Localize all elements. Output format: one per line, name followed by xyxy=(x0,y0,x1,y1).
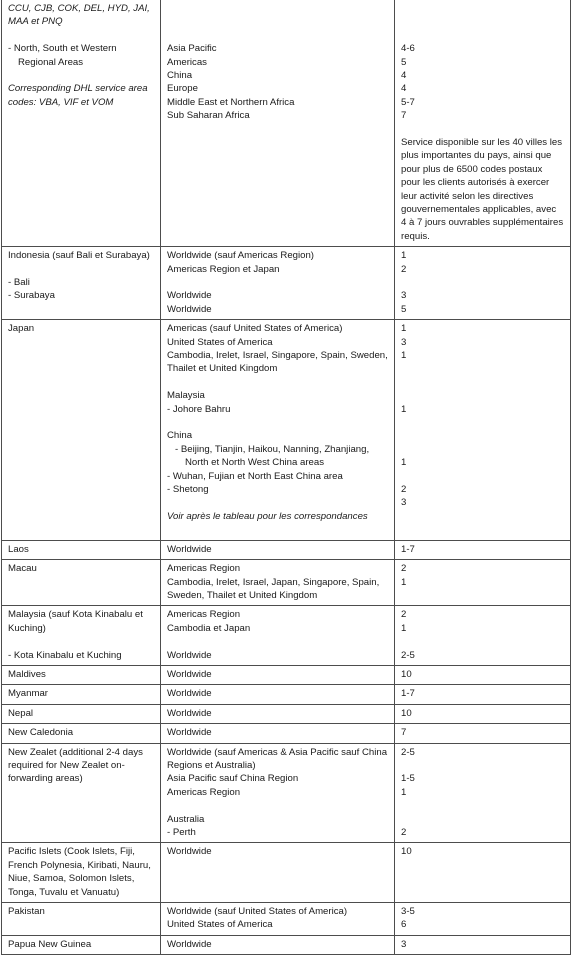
country-cell xyxy=(2,665,161,684)
country-cell xyxy=(2,320,161,540)
days-text: 1-7 xyxy=(401,543,415,555)
country-text: - Kota Kinabalu et Kuching xyxy=(8,649,122,661)
days-text: 4 xyxy=(401,83,407,95)
days-cell xyxy=(395,606,571,666)
dest-text: - Perth xyxy=(167,826,196,838)
country-text: CCU, CJB, COK, DEL, HYD, JAI, MAA et PNQ xyxy=(8,3,150,28)
spacer xyxy=(167,15,388,28)
spacer xyxy=(401,123,564,136)
country-text: Laos xyxy=(8,543,29,555)
country-cell xyxy=(2,560,161,606)
days-text: 10 xyxy=(401,707,412,719)
days-text: 4-6 xyxy=(401,43,415,55)
country-cell xyxy=(2,606,161,666)
dest-cell xyxy=(161,665,395,684)
country-text: - Bali xyxy=(8,277,30,289)
table-row xyxy=(2,935,571,954)
country-cell xyxy=(2,540,161,559)
days-text: 2 xyxy=(401,563,407,575)
table-row xyxy=(2,903,571,936)
table-row xyxy=(2,665,571,684)
days-text: 2 xyxy=(401,263,407,275)
spacer xyxy=(401,15,564,28)
days-text: 3-5 xyxy=(401,906,415,918)
spacer xyxy=(401,635,564,648)
days-cell xyxy=(395,320,571,540)
dest-text: Worldwide (sauf Americas & Asia Pacific sauf China Regions et Australia) xyxy=(167,746,388,771)
dest-text: Americas Region xyxy=(167,609,241,621)
spacer xyxy=(401,2,564,15)
days-cell xyxy=(395,903,571,936)
dest-text: Cambodia, Irelet, Israel, Japan, Singapore, Spain, Sweden, Thailet et United Kingdom xyxy=(167,576,380,601)
dest-cell xyxy=(161,560,395,606)
spacer xyxy=(167,276,388,289)
country-text: Papua New Guinea xyxy=(8,938,92,950)
dest-text: China xyxy=(167,430,193,442)
days-text: 5-7 xyxy=(401,96,415,108)
dest-text: Cambodia et Japan xyxy=(167,622,251,634)
dest-cell xyxy=(161,0,395,247)
days-cell xyxy=(395,743,571,843)
dest-text: Worldwide (sauf Americas Region) xyxy=(167,250,314,262)
country-text: Japan xyxy=(8,323,35,335)
days-text: 1-7 xyxy=(401,688,415,700)
dest-text: Australia xyxy=(167,813,205,825)
spacer xyxy=(401,376,564,389)
country-text: Malaysia (sauf Kota Kinabalu et Kuching) xyxy=(8,609,143,634)
dest-cell xyxy=(161,320,395,540)
spacer xyxy=(401,470,564,483)
spacer xyxy=(401,389,564,402)
days-text: 6 xyxy=(401,919,407,931)
days-text: 1 xyxy=(401,786,407,798)
country-cell xyxy=(2,0,161,247)
days-text: Service disponible sur les 40 villes les plus importantes du pays, ainsi que pour plus de 6500 codes postaux pour les clients autorisés à exercer leur activité selon les directives gouvernementales applicables, avec 4 à 7 jours ouvrables supplémentaires requis. xyxy=(401,137,564,242)
dest-text: China xyxy=(167,69,193,81)
dest-text: Worldwide xyxy=(167,938,212,950)
dest-text: - Johore Bahru xyxy=(167,403,231,415)
dest-text: Worldwide xyxy=(167,303,212,315)
country-cell xyxy=(2,247,161,320)
spacer xyxy=(167,635,388,648)
spacer xyxy=(401,799,564,812)
days-text: 1 xyxy=(401,622,407,634)
dest-cell xyxy=(161,743,395,843)
table-row xyxy=(2,724,571,743)
dest-text: Europe xyxy=(167,83,198,95)
table-row xyxy=(2,704,571,723)
days-cell xyxy=(395,560,571,606)
dest-text: - Wuhan, Fujian et North East China area xyxy=(167,470,343,482)
dest-text: Worldwide xyxy=(167,543,212,555)
days-text: 2 xyxy=(401,826,407,838)
dest-text: Worldwide xyxy=(167,688,212,700)
spacer xyxy=(167,2,388,15)
country-text: Pakistan xyxy=(8,906,45,918)
dest-cell xyxy=(161,685,395,704)
country-text: Nepal xyxy=(8,707,34,719)
dest-text: Americas Region xyxy=(167,786,241,798)
table-row xyxy=(2,685,571,704)
dest-cell xyxy=(161,903,395,936)
dest-text: Worldwide xyxy=(167,846,212,858)
days-text: 1 xyxy=(401,350,407,362)
dest-text: Sub Saharan Africa xyxy=(167,110,250,122)
days-cell xyxy=(395,724,571,743)
dest-text: United States of America xyxy=(167,919,273,931)
dest-text: Asia Pacific xyxy=(167,43,217,55)
days-cell xyxy=(395,685,571,704)
days-text: 4 xyxy=(401,69,407,81)
spacer xyxy=(8,263,154,276)
country-cell xyxy=(2,724,161,743)
country-text: New Caledonia xyxy=(8,727,74,739)
spacer xyxy=(8,29,154,42)
country-text: - Surabaya xyxy=(8,290,55,302)
dest-text: Americas xyxy=(167,56,207,68)
dest-cell xyxy=(161,704,395,723)
country-cell xyxy=(2,843,161,903)
days-text: 2 xyxy=(401,609,407,621)
table-row xyxy=(2,843,571,903)
dest-cell xyxy=(161,724,395,743)
dest-cell xyxy=(161,606,395,666)
spacer xyxy=(401,813,564,826)
table-row xyxy=(2,247,571,320)
country-text: Indonesia (sauf Bali et Surabaya) xyxy=(8,250,150,262)
days-cell xyxy=(395,704,571,723)
days-text: 3 xyxy=(401,497,407,509)
spacer xyxy=(167,523,388,536)
dest-cell xyxy=(161,540,395,559)
dest-text: Americas Region xyxy=(167,563,241,575)
days-text: 10 xyxy=(401,846,412,858)
days-cell xyxy=(395,540,571,559)
table-row xyxy=(2,606,571,666)
days-text: 2-5 xyxy=(401,649,415,661)
days-text: 1 xyxy=(401,403,407,415)
spacer xyxy=(401,759,564,772)
days-text: 1 xyxy=(401,323,407,335)
table-row xyxy=(2,743,571,843)
table-row xyxy=(2,540,571,559)
country-text: Myanmar xyxy=(8,688,48,700)
spacer xyxy=(167,416,388,429)
spacer xyxy=(401,416,564,429)
spacer xyxy=(401,29,564,42)
country-cell xyxy=(2,704,161,723)
days-text: 5 xyxy=(401,303,407,315)
dest-cell xyxy=(161,843,395,903)
country-cell xyxy=(2,935,161,954)
table-row xyxy=(2,320,571,540)
spacer xyxy=(401,429,564,442)
table-row xyxy=(2,0,571,247)
dest-text: Worldwide xyxy=(167,727,212,739)
country-text: - North, South et Western Regional Areas xyxy=(8,43,117,68)
days-text: 2 xyxy=(401,484,407,496)
days-cell xyxy=(395,665,571,684)
dest-cell xyxy=(161,247,395,320)
country-text: Maldives xyxy=(8,668,46,680)
country-cell xyxy=(2,685,161,704)
dest-text: Worldwide xyxy=(167,668,212,680)
dest-text: Worldwide xyxy=(167,649,212,661)
dest-text: - Shetong xyxy=(167,484,209,496)
dest-text: Malaysia xyxy=(167,390,205,402)
days-text: 2-5 xyxy=(401,746,415,758)
table-row xyxy=(2,560,571,606)
dest-text: Asia Pacific sauf China Region xyxy=(167,773,299,785)
dest-text: - Beijing, Tianjin, Haikou, Nanning, Zhanjiang, North et North West China areas xyxy=(175,443,370,469)
dest-text: Middle East et Northern Africa xyxy=(167,96,295,108)
spacer xyxy=(8,635,154,648)
dest-text: Americas Region et Japan xyxy=(167,263,280,275)
dest-text: Worldwide xyxy=(167,707,212,719)
days-text: 1 xyxy=(401,457,407,469)
spacer xyxy=(167,799,388,812)
spacer xyxy=(167,376,388,389)
country-text: Corresponding DHL service area codes: VBA, VIF et VOM xyxy=(8,83,148,108)
country-text: Pacific Islets (Cook Islets, Fiji, French Polynesia, Kiribati, Nauru, Niue, Samoa, Solomon Islets, Tonga, Tuvalu et Vanuatu) xyxy=(8,846,151,898)
spacer xyxy=(401,276,564,289)
spacer xyxy=(167,497,388,510)
dest-text: United States of America xyxy=(167,336,273,348)
days-cell xyxy=(395,247,571,320)
dest-text: Cambodia, Irelet, Israel, Singapore, Spain, Sweden, Thailet et United Kingdom xyxy=(167,350,388,375)
spacer xyxy=(8,69,154,82)
days-text: 3 xyxy=(401,290,407,302)
days-text: 1-5 xyxy=(401,773,415,785)
dest-text: Worldwide (sauf United States of America) xyxy=(167,906,348,918)
days-text: 3 xyxy=(401,336,407,348)
spacer xyxy=(167,29,388,42)
days-text: 3 xyxy=(401,938,407,950)
days-cell xyxy=(395,843,571,903)
days-text: 10 xyxy=(401,668,412,680)
table-body xyxy=(2,0,571,955)
country-text: Macau xyxy=(8,563,37,575)
days-text: 7 xyxy=(401,727,407,739)
country-cell xyxy=(2,903,161,936)
days-cell xyxy=(395,0,571,247)
days-text: 1 xyxy=(401,576,407,588)
transit-times-table xyxy=(1,0,571,955)
spacer xyxy=(401,443,564,456)
country-cell xyxy=(2,743,161,843)
country-text: New Zealet (additional 2-4 days required for New Zealet on-forwarding areas) xyxy=(8,746,143,785)
spacer xyxy=(401,362,564,375)
days-text: 7 xyxy=(401,110,407,122)
days-text: 5 xyxy=(401,56,407,68)
dest-text: Americas (sauf United States of America) xyxy=(167,323,343,335)
dest-text: Worldwide xyxy=(167,290,212,302)
dest-cell xyxy=(161,935,395,954)
days-text: 1 xyxy=(401,250,407,262)
dest-text: Voir après le tableau pour les correspondances xyxy=(167,510,368,522)
days-cell xyxy=(395,935,571,954)
